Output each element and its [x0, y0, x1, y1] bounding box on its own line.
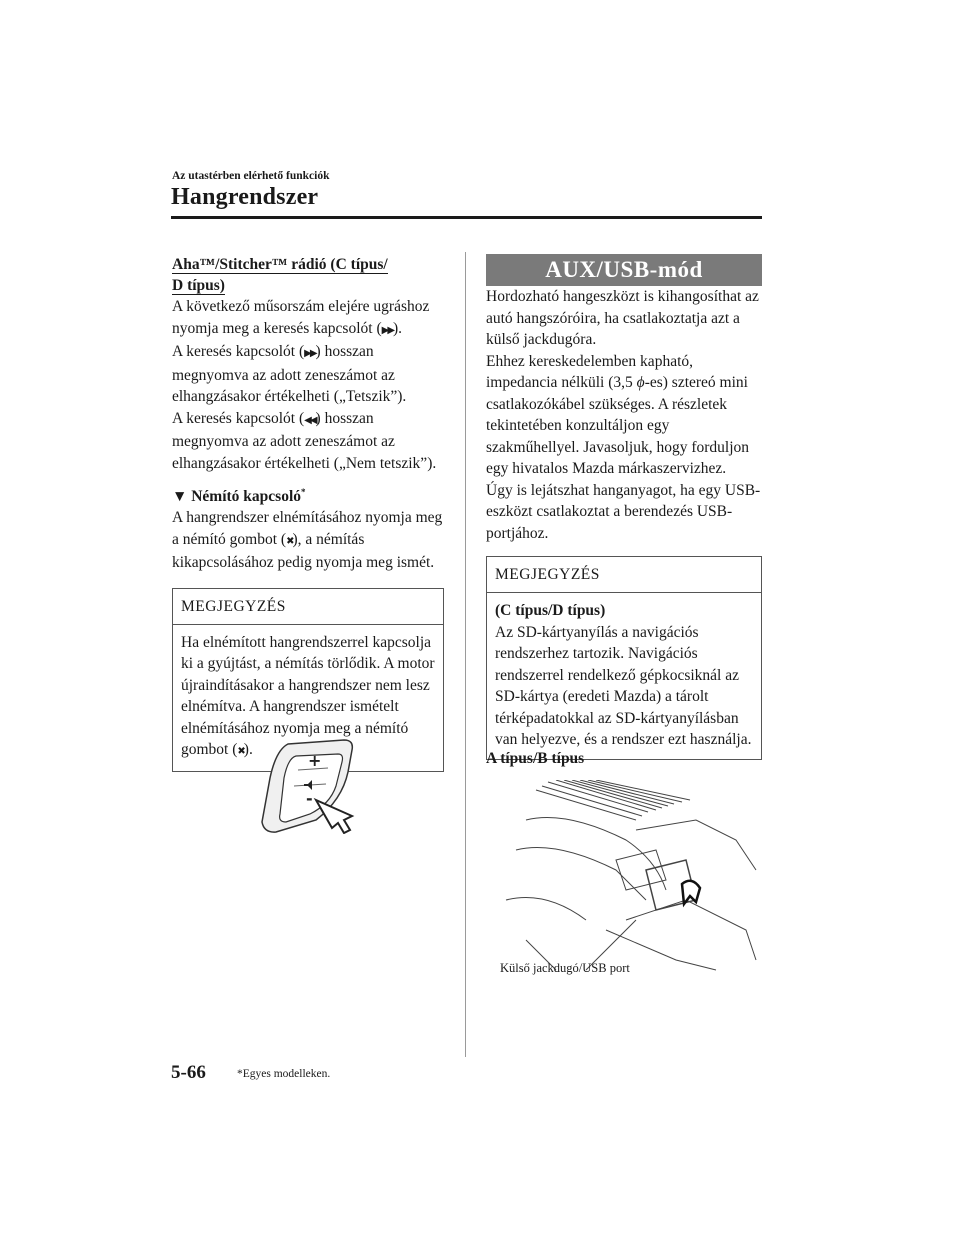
left-column	[172, 254, 444, 772]
column-divider	[465, 252, 466, 1057]
mute-icon: ✖	[237, 746, 244, 758]
footnote: *Egyes modelleken.	[237, 1068, 331, 1080]
svg-text:-: -	[306, 789, 313, 808]
note-body: (C típus/D típus) Az SD-kártyanyílás a navigációs rendszerhez tartozik. Navigációs rendszerrel rendelkező gépkocsiknál az SD-kártya (eredeti Mazda) a tárolt térképadatokkal az SD-kártyanyílásban van helyezve, és a rendszer ezt használja.	[495, 602, 752, 748]
note-title: MEGJEGYZÉS	[173, 589, 443, 625]
aux-paragraph-1: Hordozható hangeszközt is kihangosíthat az autó hangszóróira, ha csatlakoztatja azt a külső jackdugóra.	[486, 288, 759, 348]
aux-paragraph-2: Ehhez kereskedelemben kapható, impedancia nélküli (3,5 ϕ-es) sztereó mini csatlakozókábel szükséges. A részletek tekintetében konzultáljon egy szakműhellyel. Javasoljuk, hogy forduljon egy hivatalos Mazda márkaszervizhez.	[486, 352, 750, 477]
aux-paragraph-3: Úgy is lejátszhat hanganyagot, ha egy USB-eszközt csatlakoztat a berendezés USB-portjához.	[486, 481, 761, 542]
note-box-sd	[486, 556, 762, 760]
mute-paragraph: A hangrendszer elnémításához nyomja meg a némító gombot (✖), a némítás kikapcsolásához pedig nyomja meg ismét.	[172, 509, 443, 572]
page-title: Hangrendszer	[171, 184, 319, 210]
note-title: MEGJEGYZÉS	[487, 557, 761, 593]
breadcrumb: Az utastérben elérhető funkciók	[172, 170, 330, 182]
title-rule	[171, 216, 762, 219]
mute-switch-heading: ▼ Némító kapcsoló*	[172, 487, 306, 506]
page-number: 5-66	[171, 1062, 206, 1083]
seek-next-icon: ▶▶	[304, 348, 316, 359]
skip-track-paragraph: A következő műsorszám elejére ugráshoz nyomja meg a keresés kapcsolót (▶▶). A keresés kapcsolót (▶▶) hosszan megnyomva az adott zeneszámot az elhangzásakor értékelheti („Tetszik”). A keresés kapcsolót (◀◀) hosszan megnyomva az adott zeneszámot az elhangzásakor értékelheti („Nem tetszik”).	[172, 298, 437, 472]
mute-icon: ✖	[286, 535, 293, 547]
diameter-symbol: ϕ	[636, 374, 645, 391]
seek-prev-icon: ◀◀	[304, 414, 316, 426]
aha-stitcher-heading: Aha™/Stitcher™ rádió (C típus/ D típus)	[172, 256, 388, 294]
seek-next-icon: ▶▶	[381, 324, 394, 336]
svg-text:+: +	[308, 751, 322, 770]
right-column	[486, 254, 762, 760]
steering-switch-illustration	[256, 738, 358, 834]
console-port-illustration	[486, 780, 762, 980]
image-caption: Külső jackdugó/USB port	[500, 961, 630, 975]
note-body: Ha elnémított hangrendszerrel kapcsolja ki a gyújtást, a némítás törlődik. A motor újraindításakor a hangrendszer nem lesz elnémítva. A hangrendszer ismételt elnémításához nyomja meg a némító gombot (✖).	[181, 633, 435, 759]
aux-usb-banner: AUX/USB-mód	[486, 254, 762, 286]
note-bold-line: (C típus/D típus)	[495, 602, 606, 619]
figure-caption: A típus/B típus	[486, 750, 585, 767]
